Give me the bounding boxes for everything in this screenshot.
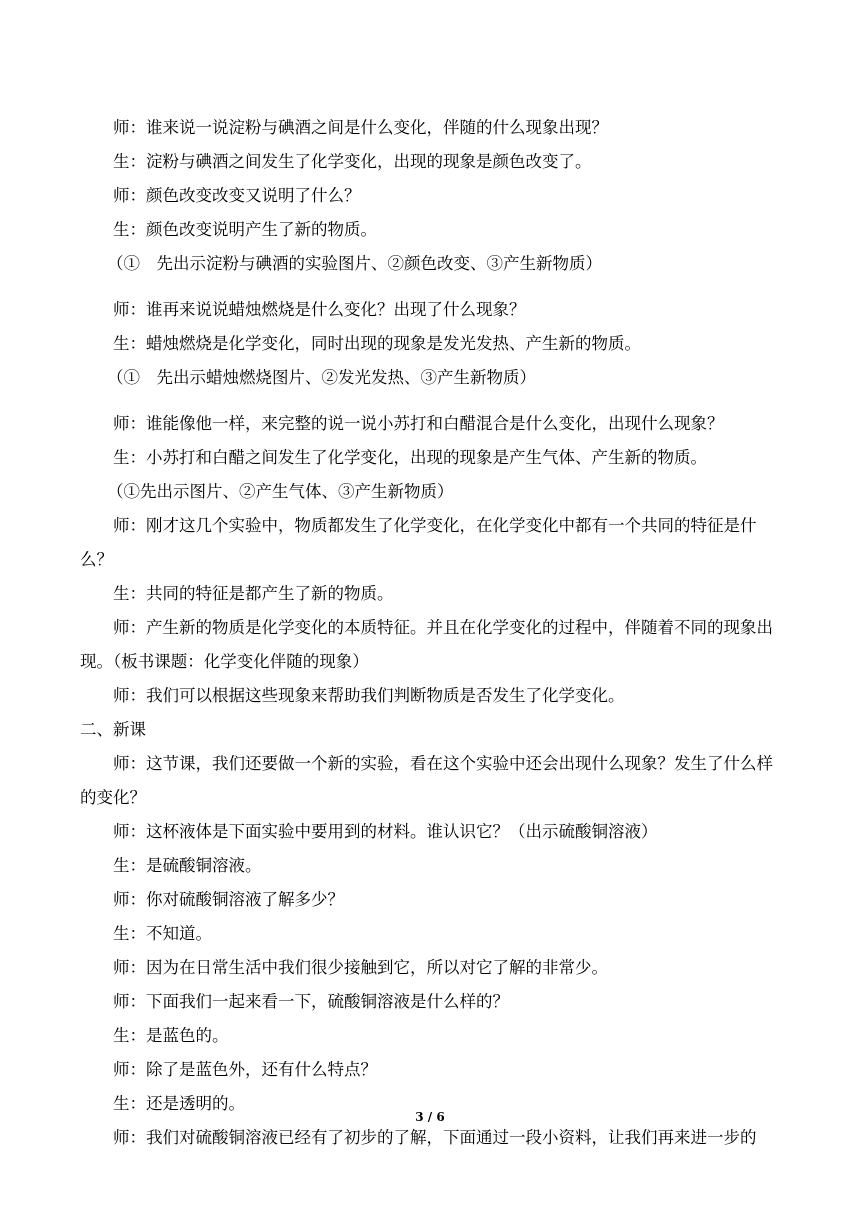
paragraph-note: （①先出示图片、②产生气体、③产生新物质） <box>107 482 454 501</box>
paragraph: 师：下面我们一起来看一下，硫酸铜溶液是什么样的？ <box>113 992 509 1011</box>
paragraph: 生：是蓝色的。 <box>113 1026 229 1045</box>
paragraph: 生：不知道。 <box>113 924 212 943</box>
paragraph: 师：这杯液体是下面实验中要用到的材料。谁认识它？（出示硫酸铜溶液） <box>113 822 658 841</box>
paragraph: 生：是硫酸铜溶液。 <box>113 856 262 875</box>
paragraph: 师：因为在日常生活中我们很少接触到它，所以对它了解的非常少。 <box>113 958 608 977</box>
paragraph: 师：你对硫酸铜溶液了解多少？ <box>113 890 344 909</box>
paragraph: 师：这节课，我们还要做一个新的实验，看在这个实验中还会出现什么现象？发生了什么样的变化？ <box>80 754 773 807</box>
paragraph: 师：谁能像他一样，来完整的说一说小苏打和白醋混合是什么变化，出现什么现象？ <box>113 414 724 433</box>
paragraph: 生：颜色改变说明产生了新的物质。 <box>113 220 377 239</box>
paragraph: 师：谁来说一说淀粉与碘酒之间是什么变化，伴随的什么现象出现？ <box>113 118 608 137</box>
paragraph: 师：我们可以根据这些现象来帮助我们判断物质是否发生了化学变化。 <box>113 686 625 705</box>
paragraph: 师：颜色改变改变又说明了什么？ <box>113 186 361 205</box>
paragraph: 师：除了是蓝色外，还有什么特点？ <box>113 1060 377 1079</box>
paragraph-note: （① 先出示淀粉与碘酒的实验图片、②颜色改变、③产生新物质） <box>107 254 602 273</box>
paragraph: 生：淀粉与碘酒之间发生了化学变化，出现的现象是颜色改变了。 <box>113 152 592 171</box>
paragraph: 生：小苏打和白醋之间发生了化学变化，出现的现象是产生气体、产生新的物质。 <box>113 448 707 467</box>
paragraph: 师：谁再来说说蜡烛燃烧是什么变化？出现了什么现象？ <box>113 300 526 319</box>
paragraph: 生：共同的特征是都产生了新的物质。 <box>113 584 394 603</box>
paragraph-note: （① 先出示蜡烛燃烧图片、②发光发热、③产生新物质） <box>107 368 536 387</box>
paragraph: 生：蜡烛燃烧是化学变化，同时出现的现象是发光发热、产生新的物质。 <box>113 334 641 353</box>
page-body <box>80 111 786 1155</box>
section-heading: 二、新课 <box>80 720 146 739</box>
page-number: 3 / 6 <box>415 1110 445 1124</box>
paragraph: 生：还是透明的。 <box>113 1094 245 1113</box>
paragraph: 师：我们对硫酸铜溶液已经有了初步的了解，下面通过一段小资料，让我们再来进一步的 <box>113 1128 757 1147</box>
paragraph: 师：刚才这几个实验中，物质都发生了化学变化，在化学变化中都有一个共同的特征是什么？ <box>80 516 757 569</box>
paragraph: 师：产生新的物质是化学变化的本质特征。并且在化学变化的过程中，伴随着不同的现象出现。（板书课题：化学变化伴随的现象） <box>80 618 773 671</box>
